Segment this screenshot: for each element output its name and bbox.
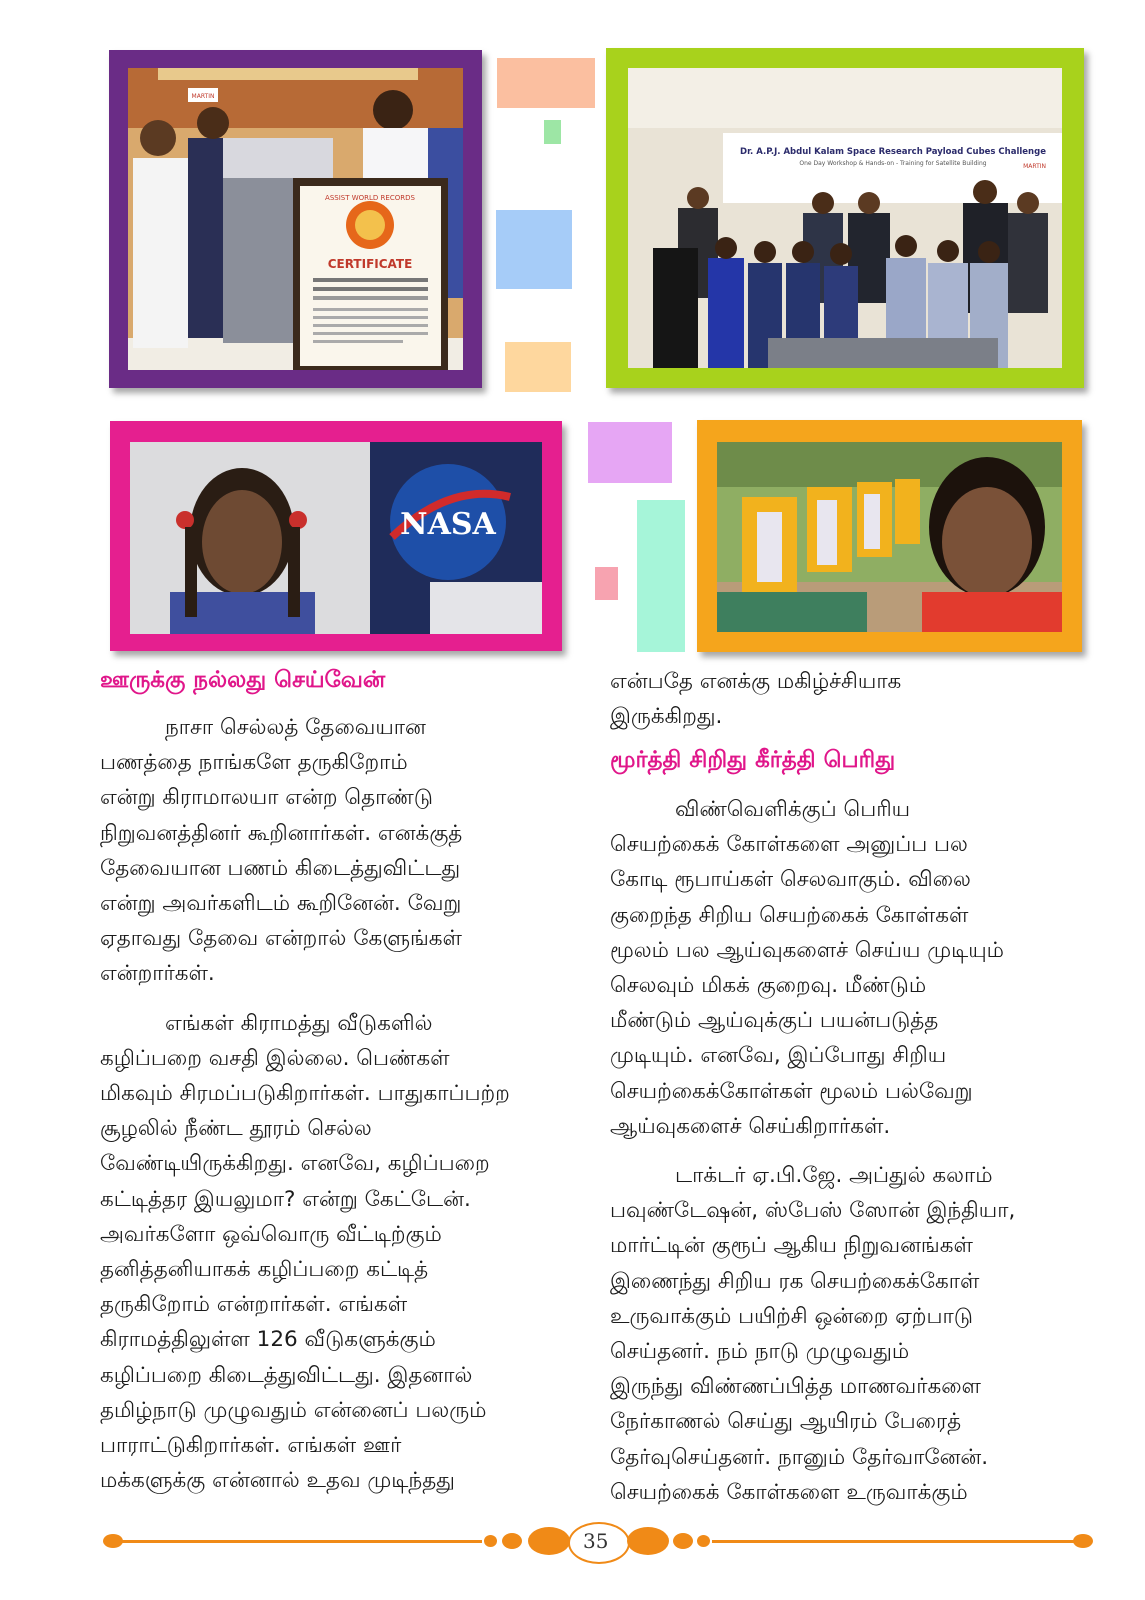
section-heading-left: ஊருக்கு நல்லது செய்வேன்: [100, 667, 386, 693]
certificate-badge-text: ASSIST WORLD RECORDS: [325, 194, 415, 202]
nasa-logo-text: NASA: [400, 507, 496, 542]
text-line: மார்ட்டின் குரூப் ஆகிய நிறுவனங்கள்: [610, 1233, 973, 1259]
text-line: தனித்தனியாகக் கழிப்பறை கட்டித்: [100, 1257, 429, 1283]
text-line: டாக்டர் ஏ.பி.ஜே. அப்துல் கலாம்: [675, 1163, 993, 1189]
right-paragraph-1: [610, 792, 1092, 1144]
text-line: குறைந்த சிறிய செயற்கைக் கோள்கள்: [610, 902, 969, 928]
photo-toilets-girl: [717, 442, 1062, 632]
text-line: உருவாக்கும் பயிற்சி ஒன்றை ஏற்பாடு: [610, 1303, 973, 1329]
text-line: மீண்டும் ஆய்வுக்குப் பயன்படுத்த: [610, 1008, 939, 1034]
right-paragraph-2: [610, 1158, 1092, 1510]
text-line: கழிப்பறை வசதி இல்லை. பெண்கள்: [100, 1045, 450, 1071]
footer-dot: [484, 1535, 497, 1547]
text-line: தமிழ்நாடு முழுவதும் என்னைப் பலரும்: [100, 1397, 487, 1423]
text-line: என்று அவர்களிடம் கூறினேன். வேறு: [100, 891, 462, 917]
text-line: நாசா செல்லத் தேவையான: [165, 715, 426, 740]
text-line: என்றார்கள்.: [100, 961, 215, 987]
text-line: தேர்வுசெய்தனர். நானும் தேர்வானேன்.: [610, 1444, 989, 1470]
text-line: என்று கிராமாலயா என்ற தொண்டு: [100, 785, 433, 811]
text-line: எங்கள் கிராமத்து வீடுகளில்: [165, 1010, 433, 1036]
left-paragraph-2: [100, 1006, 582, 1499]
right-column-top: [610, 664, 1092, 734]
deco-square: [637, 500, 685, 652]
photo-frame-nasa: [110, 421, 562, 651]
text-line: செயற்கைக் கோள்களை உருவாக்கும்: [610, 1479, 968, 1505]
text-line: தேவையான பணம் கிடைத்துவிட்டது: [100, 855, 461, 881]
page-number: 35: [583, 1529, 609, 1553]
text-line: நேர்காணல் செய்து ஆயிரம் பேரைத்: [610, 1409, 962, 1435]
workshop-banner-title: Dr. A.P.J. Abdul Kalam Space Research Payload Cubes Challenge: [740, 147, 1046, 157]
text-line: தருகிறோம் என்றார்கள். எங்கள்: [100, 1292, 408, 1318]
text-line: பணத்தை நாங்களே தருகிறோம்: [100, 750, 408, 776]
deco-square: [496, 210, 572, 289]
text-line: மக்களுக்கு என்னால் உதவ முடிந்தது: [100, 1468, 455, 1494]
left-column: [100, 710, 582, 1498]
footer-line-right: [712, 1540, 1078, 1543]
text-line: அவர்களோ ஒவ்வொரு வீட்டிற்கும்: [100, 1221, 442, 1247]
text-line: செய்தனர். நம் நாடு முழுவதும்: [610, 1339, 910, 1365]
text-line: என்பதே எனக்கு மகிழ்ச்சியாக: [610, 669, 902, 694]
certificate-title: CERTIFICATE: [327, 257, 413, 271]
deco-square: [497, 58, 595, 108]
footer-line-left: [120, 1540, 482, 1543]
left-paragraph-1: [100, 710, 582, 992]
text-line: இணைந்து சிறிய ரக செயற்கைக்கோள்: [610, 1268, 980, 1294]
text-line: மூலம் பல ஆய்வுகளைச் செய்ய முடியும்: [610, 937, 1004, 963]
footer-dot: [1073, 1534, 1093, 1548]
footer-dot: [528, 1527, 570, 1555]
text-line: இருந்து விண்ணப்பித்த மாணவர்களை: [610, 1374, 981, 1400]
text-line: கிராமத்திலுள்ள 126 வீடுகளுக்கும்: [100, 1327, 436, 1353]
banner-logo: MARTIN: [191, 93, 215, 100]
photo-certificate: [128, 68, 463, 370]
text-line: விண்வெளிக்குப் பெரிய: [675, 797, 911, 822]
footer-dot: [673, 1533, 693, 1549]
footer-dot: [627, 1527, 669, 1555]
section-heading-right: மூர்த்தி சிறிது கீர்த்தி பெரிது: [610, 747, 896, 773]
text-line: முடியும். எனவே, இப்போது சிறிய: [610, 1043, 947, 1069]
photo-nasa-girl: [130, 442, 542, 634]
text-line: இருக்கிறது.: [610, 704, 723, 730]
text-line: கட்டித்தர இயலுமா? என்று கேட்டேன்.: [100, 1186, 471, 1212]
text-line: செலவும் மிகக் குறைவு. மீண்டும்: [610, 973, 927, 999]
photo-workshop: [628, 68, 1062, 368]
footer-dot: [502, 1533, 522, 1549]
text-line: பாராட்டுகிறார்கள். எங்கள் ஊர்: [100, 1433, 402, 1459]
text-line: வேண்டியிருக்கிறது. எனவே, கழிப்பறை: [100, 1151, 490, 1177]
text-line: கழிப்பறை கிடைத்துவிட்டது. இதனால்: [100, 1362, 473, 1388]
deco-square: [544, 120, 561, 144]
text-line: மிகவும் சிரமப்படுகிறார்கள். பாதுகாப்பற்ற: [100, 1081, 510, 1107]
text-line: செயற்கைக்கோள்கள் மூலம் பல்வேறு: [610, 1078, 973, 1104]
text-line: கோடி ரூபாய்கள் செலவாகும். விலை: [610, 867, 971, 893]
text-line: செயற்கைக் கோள்களை அனுப்ப பல: [610, 832, 968, 858]
deco-square: [588, 422, 672, 483]
text-line: சூழலில் நீண்ட தூரம் செல்ல: [100, 1116, 372, 1142]
workshop-banner-subtitle: One Day Workshop & Hands-on - Training for Satellite Building: [799, 160, 987, 167]
photo-frame-certificate: [109, 50, 482, 388]
photo-frame-workshop: [606, 48, 1084, 388]
deco-square: [595, 567, 618, 600]
workshop-banner-logo: MARTIN: [1023, 163, 1046, 170]
text-line: ஏதாவது தேவை என்றால் கேளுங்கள்: [100, 926, 462, 952]
footer-dot: [697, 1535, 710, 1547]
text-line: நிறுவனத்தினர் கூறினார்கள். எனக்குத்: [100, 820, 463, 846]
text-line: ஆய்வுகளைச் செய்கிறார்கள்.: [610, 1113, 891, 1139]
text-line: பவுண்டேஷன், ஸ்பேஸ் ஸோன் இந்தியா,: [610, 1198, 1016, 1224]
photo-frame-toilets: [697, 420, 1082, 652]
deco-square: [505, 342, 571, 392]
right-column: [610, 792, 1092, 1510]
